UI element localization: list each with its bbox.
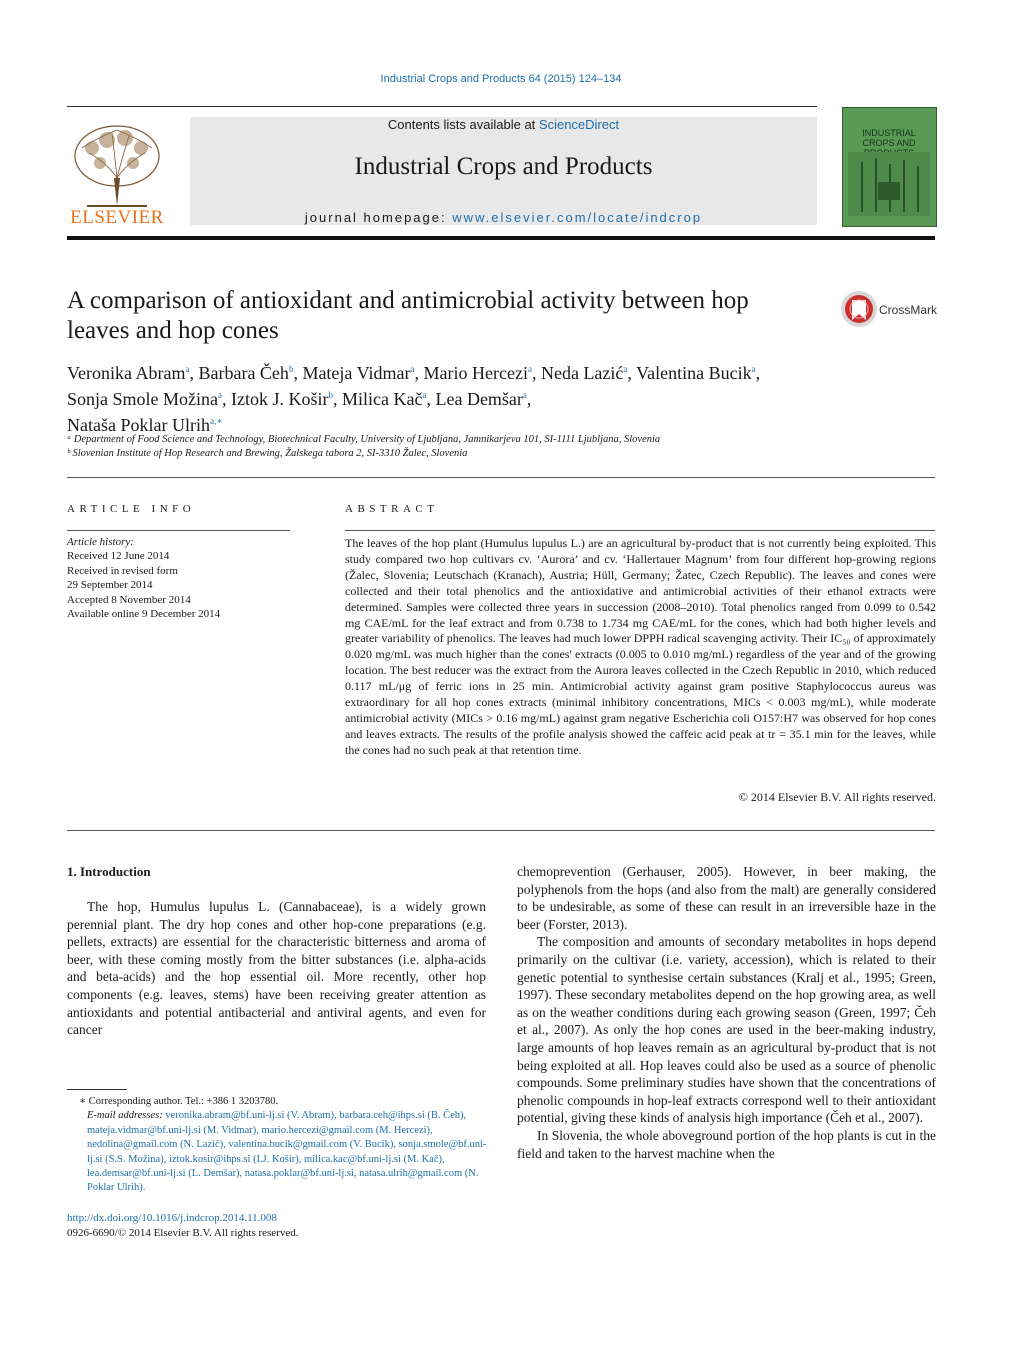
body-paragraph: The composition and amounts of secondary metabolites in hops depend primarily on the cultivar (i.e. variety, accession), which is related to their genetic potential to synthesise certain substances (Kralj et al., 1995; Green, 1997). These secondary metabolites depend on the hop growing area, as well as on the weather conditions during each growing season (Green, 1997; Čeh et al., 2007). As only the hop cones are used in the beer-making industry, large amounts of hop leaves remain as an agricultural by-product that is not being exploited at all. Hop leaves could also be used as a source of phenolic compounds. Some preliminary studies have shown that the concentrations of phenolic compounds in hop-leaf extracts correspond well to their antioxidant potential, giving these kinds of analysis high importance (Čeh et al., 2007). <box>517 934 936 1126</box>
author-affiliation-mark[interactable]: a <box>527 364 532 374</box>
history-item: Available online 9 December 2014 <box>67 608 221 621</box>
body-paragraph: The hop, Humulus lupulus L. (Cannabaceae), is a widely grown perennial plant. The dry hop cones and other hop-cone preparations (e.g. pellets, extracts) are essential for the characteristic bitterness and aroma of beer, with these coming mostly from the bitter substances (i.e. alpha-acids and beta-acids) and the hop essential oil. More recently, other hop components (e.g. leaves, stems) have been receiving greater attention as antioxidants and potential antibacterial and antiviral agents, and even for cancer <box>67 899 486 1038</box>
abstract-heading: ABSTRACT <box>345 503 439 515</box>
crossmark-label[interactable]: CrossMark <box>879 303 938 317</box>
header-divider <box>67 236 935 240</box>
crossmark-icon[interactable] <box>840 290 880 330</box>
journal-homepage <box>190 210 817 225</box>
homepage-link[interactable]: www.elsevier.com/locate/indcrop <box>452 210 703 225</box>
issn-line: 0926-6690/© 2014 Elsevier B.V. All rights reserved. <box>67 1227 299 1239</box>
abstract-text: The leaves of the hop plant (Humulus lupulus L.) are an agricultural by-product that is not currently being exploited. This study compared two hop cultivars cv. ‘Aurora’ and cv. ‘Hallertauer Magnum’ from four different hop-growing regions (Žalec, Slovenia; Leutschach (Kranach), Austria; Hüll, Germany; Žatec, Czech Republic). The leaves and cones were collected and their total phenolics and the antioxidative and antimicrobial activities of their ethanol extracts were determined. Samples were collected three years in succession (2008–2010). Total phenolics ranged from 0.099 to 0.542 mg CAE/mL for the leaf extract and from 0.738 to 1.734 mg CAE/mL for the cones, which had both higher levels and greater variability of phenolics. The leaves had much lower DPPH radical scavenging activity. Their IC₅₀ of approximately 0.020 mg/mL was much higher than the cones' extracts (0.005 to 0.010 mg/mL) regardless of the year and of the growing location. The best reducer was the extract from the Aurora leaves collected in the Czech Republic in 2010, which reduced 0.117 mL/μg of ferric ions in 25 min. Antimicrobial activity against gram positive Staphylococcus aureus was extraordinary for all hop cones extracts (minimal inhibitory concentrations, MICs < 0.003 mg/mL), while moderate antimicrobial activity (MICs > 0.16 mg/mL) against gram negative Escherichia coli O157:H7 was observed for hop cones and leaves extracts. The results of the profile analysis showed the caffeic acid peak at tr = 35.1 min for the leaves, while the cones had no such peak at that retention time. <box>345 536 936 757</box>
doi-link[interactable]: http://dx.doi.org/10.1016/j.indcrop.2014.11.008 <box>67 1212 277 1224</box>
contents-line <box>190 117 817 132</box>
author-name: Lea Demšar <box>435 389 523 409</box>
corresponding-author: ∗ Corresponding author. Tel.: +386 1 3203780. <box>79 1096 279 1107</box>
author-name: Mateja Vidmar <box>302 363 411 383</box>
author <box>541 363 627 383</box>
author-name: Iztok J. Košir <box>231 389 329 409</box>
author <box>342 389 426 409</box>
author-affiliation-mark[interactable]: a <box>218 390 222 400</box>
author-affiliation-mark[interactable]: a <box>623 364 628 374</box>
author <box>231 389 333 409</box>
author-name: Nataša Poklar Ulrih <box>67 415 210 435</box>
cover-illustration <box>848 152 930 216</box>
footnotes <box>67 1095 497 1196</box>
abstract-copyright: © 2014 Elsevier B.V. All rights reserved. <box>738 790 936 804</box>
history-item: Accepted 8 November 2014 <box>67 593 191 606</box>
author-affiliation-mark[interactable]: a <box>522 390 527 400</box>
email-addresses <box>67 1109 497 1195</box>
homepage-prefix: journal homepage: <box>304 210 453 225</box>
author <box>67 415 222 435</box>
author <box>67 389 222 409</box>
affiliation-a: ᵃ Department of Food Science and Technology, Biotechnical Faculty, University of Ljubljana, Jamnikarjeva 101, SI-1111 Ljubljana, Slovenia <box>67 434 661 445</box>
affiliation-b: ᵇ Slovenian Institute of Hop Research and Brewing, Žalskega tabora 2, SI-3310 Žalec, Slovenia <box>67 448 468 459</box>
top-rule <box>67 106 817 107</box>
email-label: E-mail addresses: <box>87 1110 166 1122</box>
history-item: Received in revised form <box>67 564 178 577</box>
sciencedirect-link[interactable]: ScienceDirect <box>538 117 620 132</box>
author-name: Veronika Abram <box>67 363 186 383</box>
history-item: Received 12 June 2014 <box>67 550 170 563</box>
author-affiliation-mark[interactable]: b <box>288 364 294 374</box>
body-column-left <box>67 898 486 1039</box>
author <box>424 363 532 383</box>
article-title: A comparison of antioxidant and antimicrobial activity between hop leaves and hop cones <box>67 287 749 344</box>
author-affiliation-mark[interactable]: a <box>751 364 756 374</box>
body-paragraph: chemoprevention (Gerhauser, 2005). However, in beer making, the polyphenols from the hops (and also from the malt) are generally considered to be undesirable, as some of these can result in an irreversible haze in the beer (Forster, 2013). <box>517 864 936 932</box>
journal-name: Industrial Crops and Products <box>354 153 653 180</box>
author <box>67 363 189 383</box>
email-list[interactable]: veronika.abram@bf.uni-lj.si (V. Abram), barbara.ceh@ihps.si (B. Čeh), mateja.vidmar@bf.uni-lj.si (M. Vidmar), mario.hercezi@gmail.com (M. Hercezi), nedolina@gmail.com (N. Lazić), valentina.bucik@gmail.com (V. Bucik), sonja.smole@bf.uni-lj.si (S.S. Možina), iztok.kosir@ihps.si (I.J. Košir), milica.kac@bf.uni-lj.si (M. Kač), lea.demsar@bf.uni-lj.si (L. Demšar), natasa.poklar@bf.uni-lj.si, natasa.ulrih@gmail.com (N. Poklar Ulrih). <box>87 1110 487 1194</box>
abstract-rule <box>345 530 935 531</box>
doi-block <box>67 1211 299 1241</box>
article-info-rule <box>67 530 290 531</box>
affiliations <box>67 433 937 461</box>
author <box>435 389 526 409</box>
article-history <box>67 535 317 621</box>
author-affiliation-mark[interactable]: a <box>422 390 427 400</box>
author <box>198 363 293 383</box>
footnote-rule <box>67 1089 127 1090</box>
author-affiliation-mark[interactable]: b <box>328 390 333 400</box>
body-column-right <box>517 863 936 1162</box>
abstract-bottom-rule <box>67 830 935 831</box>
author-affiliation-mark[interactable]: a <box>185 364 190 374</box>
history-label: Article history: <box>67 536 134 548</box>
elsevier-wordmark: ELSEVIER <box>70 207 164 228</box>
section-heading-introduction: 1. Introduction <box>67 864 151 879</box>
cover-title: INDUSTRIAL CROPS AND <box>862 128 916 148</box>
body-paragraph: In Slovenia, the whole aboveground portion of the hop plants is cut in the field and taken to the harvest machine when the <box>517 1127 936 1161</box>
section-rule <box>67 477 935 478</box>
author <box>636 363 755 383</box>
author-affiliation-mark[interactable]: a,∗ <box>209 416 223 426</box>
author-name: Sonja Smole Možina <box>67 389 218 409</box>
author-name: Valentina Bucik <box>636 363 752 383</box>
author-name: Neda Lazić <box>540 363 624 383</box>
history-item: 29 September 2014 <box>67 579 153 592</box>
journal-reference[interactable]: Industrial Crops and Products 64 (2015) 124–134 <box>380 73 622 85</box>
author-name: Mario Hercezi <box>423 363 528 383</box>
contents-prefix: Contents lists available at <box>387 117 539 132</box>
article-info-heading: ARTICLE INFO <box>67 503 196 515</box>
author-name: Barbara Čeh <box>198 363 289 383</box>
author-list: Veronika Abram$^a$, Barbara Čeh$^b$, Mateja Vidmar$^a$, Mario Hercezi$^a$, Neda Lazić$^a$, Valentina Bucik$^a$, Sonja Smole Možina$^a$, Iztok J. Košir$^b$, Milica Kač$^a$, Lea Demšar$^a$, Nataša Poklar Ulrih$^{a,∗}$ <box>67 363 761 435</box>
author-name: Milica Kač <box>342 389 423 409</box>
author <box>302 363 414 383</box>
author-affiliation-mark[interactable]: a <box>410 364 415 374</box>
